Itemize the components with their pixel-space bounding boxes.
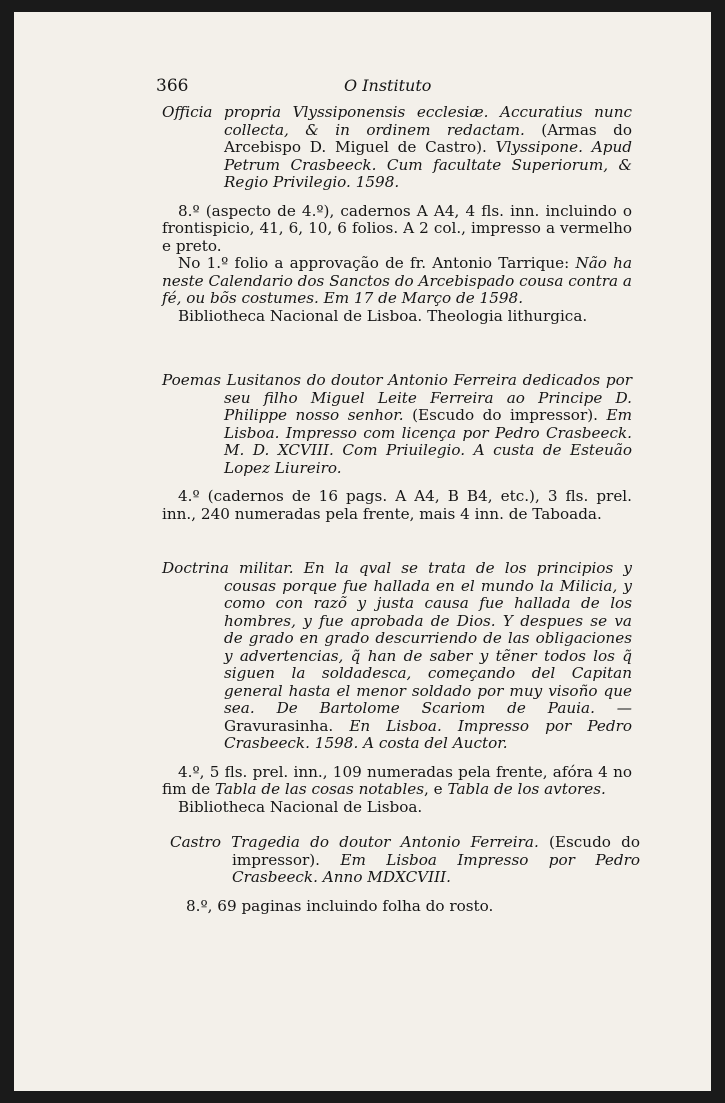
- entry-title: Castro Tragedia do doutor Antonio Ferreira. (Escudo do impressor). Em Lisboa Impresso por Pedro Crasbeeck. Anno MDXCVIII.: [170, 833, 641, 886]
- entry-description: 4.º, 5 fls. prel. inn., 109 numeradas pela frente, afóra 4 no fim de Tabla de las cosas notables, e Tabla de los avtores.: [162, 762, 632, 798]
- entry-title: Officia propria Vlyssiponensis ecclesiæ. Accuratius nunc collecta, & in ordinem redactam. (Armas do Arcebispo D. Miguel de Castro). Vlyssipone. Apud Petrum Crasbeeck. Cum facultate Superiorum, & Regio Privilegio. 1598.: [162, 103, 632, 191]
- entry-poemas: [162, 372, 632, 523]
- entry-description: 4.º (cadernos de 16 pags. A A4, B B4, etc.), 3 fls. prel. inn., 240 numeradas pela frente, mais 4 inn. de Taboada.: [162, 487, 632, 523]
- page-header: [14, 76, 711, 100]
- entry-note: No 1.º folio a approvação de fr. Antonio Tarrique: Não ha neste Calendario dos Sanctos do Arcebispado cousa contra a fé, ou bõs costumes. Em 17 de Março de 1598.: [162, 254, 632, 307]
- entry-title: Poemas Lusitanos do doutor Antonio Ferreira dedicados por seu filho Miguel Leite Ferreira ao Principe D. Philippe nosso senhor. (Escudo do impressor). Em Lisboa. Impresso com licença por Pedro Crasbeeck. M. D. XCVIII. Com Priuilegio. A custa de Esteuão Lopez Liureiro.: [162, 371, 632, 477]
- entry-description: 8.º, 69 paginas incluindo folha do rosto.: [186, 896, 494, 915]
- entry-castro: [170, 834, 640, 915]
- entry-library: Bibliotheca Nacional de Lisboa.: [178, 797, 423, 816]
- entry-library: Bibliotheca Nacional de Lisboa. Theologia lithurgica.: [178, 306, 588, 325]
- entry-doctrina: [162, 560, 632, 816]
- running-title: O Instituto: [344, 76, 432, 95]
- entry-officia: [162, 104, 632, 325]
- book-page: [14, 12, 711, 1091]
- page-number: 366: [156, 76, 189, 96]
- entry-description: 8.º (aspecto de 4.º), cadernos A A4, 4 fls. inn. incluindo o frontispicio, 41, 6, 10, 6 folios. A 2 col., impresso a vermelho e preto.: [162, 201, 632, 255]
- entry-title: Doctrina militar. En la qval se trata de los principios y cousas porque fue hallada en el mundo la Milicia, y como con razõ y justa causa fue hallada de los hombres, y fue aprobada de Dios. Y despues se va de grado en grado descurriendo de las obligaciones y advertencias, q̃ han de saber y tẽner todos los q̃ siguen la soldadesca, começando del Capitan general hasta el menor soldado por muy visoño que sea. De Bartolome Scariom de Pauia. — Gravurasinha. En Lisboa. Impresso por Pedro Crasbeeck. 1598. A costa del Auctor.: [162, 559, 632, 752]
